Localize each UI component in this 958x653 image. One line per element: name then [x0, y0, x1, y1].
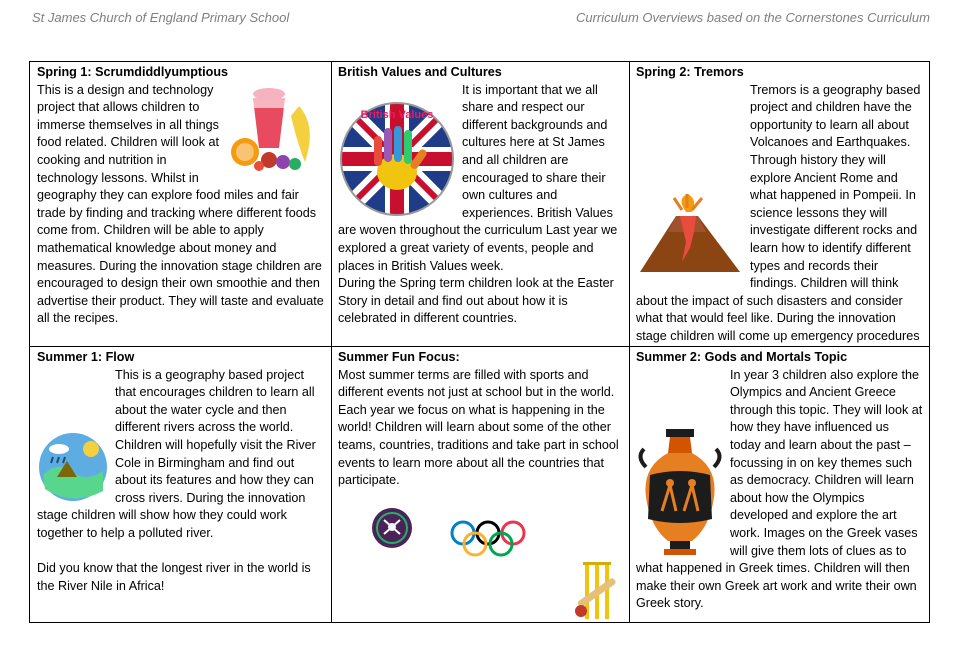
- british-text-2: During the Spring term children look at the Easter Story in detail and find out about how it is celebrated in different countries.: [338, 276, 614, 326]
- page-subtitle: Curriculum Overviews based on the Cornerstones Curriculum: [575, 10, 930, 25]
- summer2-title: Summer 2: Gods and Mortals Topic: [636, 350, 848, 364]
- british-values-logo-text: British Values: [360, 108, 434, 121]
- cell-summer2: [629, 347, 929, 623]
- summerfun-title: Summer Fun Focus:: [338, 350, 460, 364]
- greek-vase-image: [636, 427, 724, 557]
- british-values-hand-logo: [338, 100, 456, 218]
- cell-summer1: [30, 347, 331, 623]
- spring2-text: Tremors is a geography based project and children have the opportunity to learn all about Volcanoes and Earthquakes. Through history they will explore Ancient Rome and what happened in Pompeii. In science lessons they will investigate different rocks and learn how to identify different types and records their findings. Children will think about the impact of such disasters and consider what that would feel like. During the innovation stage children will come up emergency procedures: [636, 82, 921, 343]
- cell-summer-fun: [331, 347, 629, 623]
- summerfun-text: Most summer terms are filled with sports and different events not just at school but in the world. Each year we focus on what is happening in the world! Children will learn about some of the other teams, countries, traditions and take part in school events to learn more about all the countries that participate.: [338, 367, 619, 488]
- volcano-image: [636, 192, 744, 276]
- british-text-1: It is important that we all share and respect our different backgrounds and cultures here at St James and all children are encouraged to share their own cultures and experiences. British Values are woven throughout the curriculum Last year we explored a great variety of events, people and places in British Values week.: [338, 82, 618, 273]
- summer1-spacer: [37, 543, 325, 561]
- water-cycle-globe-image: [37, 431, 109, 503]
- cell-spring2: [629, 62, 929, 346]
- olympic-rings-logo: [449, 519, 527, 559]
- smoothie-fruit-image: [229, 86, 321, 174]
- cricket-stumps-image: [571, 559, 623, 621]
- summer1-fact: Did you know that the longest river in the world is the River Nile in Africa!: [37, 561, 311, 593]
- cell-british-values: [331, 62, 629, 346]
- wimbledon-logo: [371, 507, 413, 549]
- spring1-text: This is a design and technology project that allows children to immerse themselves in all things food related. Children will look at cooking and nutrition in technology lessons. Whilst in geography they can explore food miles and fair trade by finding and tracking where different foods come from. Children will be able to apply mathematical knowledge about money and measures. During the innovation stage children are encouraged to design their own smoothie and then advertise their product. They will taste and evaluate all the recipes.: [37, 82, 324, 326]
- spring2-title: Spring 2: Tremors: [636, 65, 744, 79]
- curriculum-grid: [29, 61, 930, 623]
- school-name: St James Church of England Primary School: [32, 10, 290, 25]
- cell-spring1: [30, 62, 331, 346]
- summer1-text: This is a geography based project that encourages children to learn all about the water cycle and then different rivers across the world. Children will hopefully visit the River Cole in Birmingham and find out about its features and how they can cross rivers. During the innovation stage children will show how they could work together to help a polluted river.: [37, 367, 316, 540]
- summer2-text: In year 3 children also explore the Olympics and Ancient Greece through this topic. They will look at how they have influenced us today and learn about the past – focussing in on key themes such as democracy. Children will learn about how the Olympics developed and explore the art work. Images on the Greek vases will give them lots of clues as to what happened in Greek times. Children will then make their own Greek art work and write their own Greek story.: [636, 367, 923, 611]
- summer1-title: Summer 1: Flow: [37, 350, 135, 364]
- spring1-title: Spring 1: Scrumdiddlyumptious: [37, 65, 229, 79]
- british-title: British Values and Cultures: [338, 65, 502, 79]
